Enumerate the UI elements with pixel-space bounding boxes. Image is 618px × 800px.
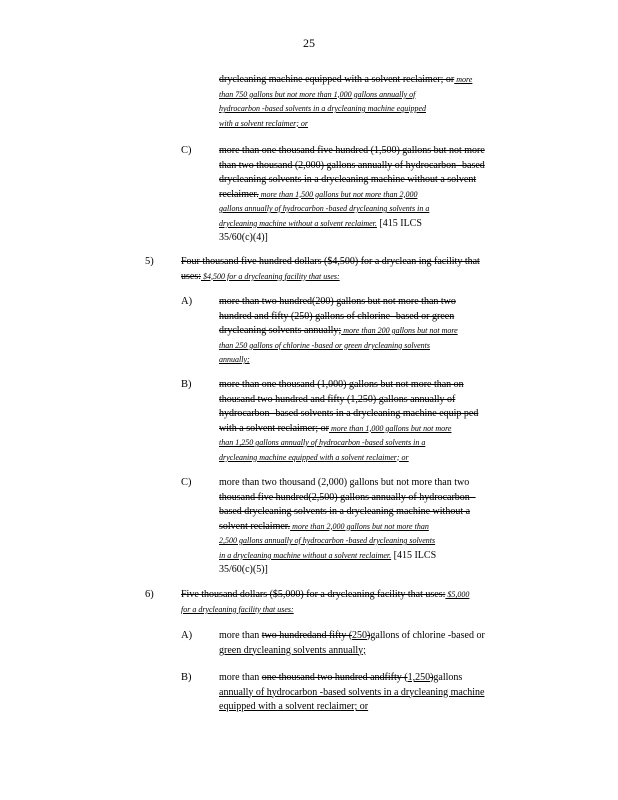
plain-text: 35/60(c)(5)]: [219, 564, 268, 575]
text-line: [219, 231, 531, 246]
paragraph-block: [219, 476, 531, 578]
text-line: [219, 393, 531, 408]
paragraph-block: [219, 378, 531, 465]
inserted-text: 250: [352, 630, 368, 641]
inserted-text: more than 1,000 gallons but not more: [328, 423, 452, 433]
deleted-text: thousand two hundred and fifty (1,250) gallons annually of: [219, 393, 456, 405]
text-line: [181, 588, 536, 603]
paragraph-block: [219, 144, 531, 246]
text-line: [219, 310, 531, 325]
deleted-text: with a solvent reclaimer; or: [219, 422, 329, 434]
item-label: A): [181, 296, 193, 307]
deleted-text: Four thousand five hundred dollars ($4,500) for a dryclean ing facility that: [181, 256, 480, 267]
deleted-text: drycleaning machine equipped with a solvent reclaimer; or: [219, 74, 455, 85]
deleted-text: hydrocarbon -based solvents in a drycleaning machine equip ped: [219, 408, 479, 419]
inserted-text: more than 200 gallons but not more: [341, 326, 458, 335]
deleted-text: more than one thousand (1,000) gallons but not more than on: [219, 379, 464, 390]
text-line: [219, 700, 531, 715]
text-line: [219, 534, 531, 549]
plain-text: [415 ILCS: [391, 549, 437, 561]
text-line: [219, 491, 531, 506]
inserted-text: drycleaning machine without a solvent reclaimer.: [219, 218, 377, 228]
text-line: [219, 520, 531, 535]
inserted-text: $5,000: [445, 590, 470, 599]
text-line: [219, 378, 531, 393]
text-line: [219, 671, 531, 686]
deleted-text: than two thousand (2,000) gallons annually of hydrocarbon -based: [219, 159, 485, 171]
deleted-text: reclaimer.: [219, 188, 259, 200]
text-line: [219, 476, 531, 491]
deleted-text: hundred and fifty (250) gallons of chlorine -based or green: [219, 310, 455, 322]
text-line: [219, 422, 531, 437]
item-label: B): [181, 672, 192, 683]
text-line: [219, 563, 531, 578]
inserted-text: than 1,250 gallons annually of hydrocarbon -based solvents in a: [219, 438, 426, 447]
text-line: [219, 324, 531, 339]
deleted-text: ): [367, 630, 371, 641]
inserted-text: for a drycleaning facility that uses:: [181, 604, 294, 614]
paragraph-block: [181, 588, 536, 617]
inserted-text: annually of hydrocarbon -based solvents in a drycleaning machine: [219, 686, 485, 698]
inserted-text: green drycleaning solvents annually;: [219, 644, 366, 656]
item-label: 6): [145, 589, 154, 600]
paragraph-block: [219, 73, 531, 131]
deleted-text: more than two hundred(200) gallons but not more than two: [219, 296, 456, 307]
plain-text: more than: [219, 630, 262, 641]
inserted-text: in a drycleaning machine without a solvent reclaimer.: [219, 550, 392, 560]
text-line: [219, 102, 531, 117]
text-line: [181, 255, 536, 270]
inserted-text: more: [454, 75, 473, 84]
text-line: [219, 436, 531, 451]
deleted-text: solvent reclaimer.: [219, 520, 291, 532]
deleted-text: one thousand two hundred andfifty (: [261, 672, 408, 683]
inserted-text: than 750 gallons but not more than 1,000 gallons annually of: [219, 89, 416, 99]
text-line: [219, 144, 531, 159]
plain-text: gallons: [433, 672, 463, 683]
inserted-text: more than 1,500 gallons but not more than 2,000: [258, 189, 418, 199]
inserted-text: $4,500 for a drycleaning facility that uses:: [201, 271, 340, 281]
inserted-text: hydrocarbon -based solvents in a drycleaning machine equipped: [219, 104, 426, 113]
item-label: C): [181, 477, 192, 488]
text-line: [219, 339, 531, 354]
inserted-text: annually;: [219, 355, 250, 364]
plain-text: 35/60(c)(4)]: [219, 232, 268, 243]
item-label: A): [181, 630, 193, 641]
text-line: [219, 629, 541, 644]
paragraph-block: [219, 671, 531, 715]
plain-text: more than: [219, 672, 262, 683]
text-line: [181, 603, 536, 618]
text-line: [181, 270, 536, 285]
deleted-text: thousand five hundred(2,500) gallons annually of hydrocarbon -: [219, 491, 476, 503]
inserted-text: drycleaning machine equipped with a solvent reclaimer; or: [219, 452, 409, 462]
deleted-text: uses:: [181, 270, 201, 282]
text-line: [219, 159, 531, 174]
text-line: [219, 505, 531, 520]
text-line: [219, 295, 531, 310]
plain-text: more than two thousand (2,000) gallons but not more than two: [219, 477, 470, 488]
inserted-text: 2,500 gallons annually of hydrocarbon -based drycleaning solvents: [219, 536, 436, 545]
inserted-text: equipped with a solvent reclaimer; or: [219, 701, 369, 712]
text-line: [219, 217, 531, 232]
item-label: C): [181, 145, 192, 156]
text-line: [219, 644, 541, 659]
text-line: [219, 407, 531, 422]
plain-text: gallons of chlorine -based or: [370, 630, 485, 641]
inserted-text: more than 2,000 gallons but not more than: [290, 521, 429, 531]
inserted-text: gallons annually of hydrocarbon -based drycleaning solvents in a: [219, 204, 430, 213]
inserted-text: than 250 gallons of chlorine -based or green drycleaning solvents: [219, 340, 431, 350]
inserted-text: 1,250: [407, 672, 431, 683]
deleted-text: more than one thousand five hundred (1,500) gallons but not more: [219, 145, 485, 156]
deleted-text: two hundredand fifty (: [261, 630, 353, 641]
paragraph-block: [219, 629, 541, 658]
deleted-text: based drycleaning solvents in a drycleaning machine without a: [219, 506, 471, 517]
text-line: [219, 73, 531, 88]
item-label: 5): [145, 256, 154, 267]
paragraph-block: [219, 295, 531, 368]
text-line: [219, 202, 531, 217]
text-line: [219, 173, 531, 188]
deleted-text: Five thousand dollars ($5,000) for a drycleaning facility that uses:: [181, 589, 446, 600]
inserted-text: with a solvent reclaimer; or: [219, 118, 309, 128]
text-line: [219, 117, 531, 132]
item-label: B): [181, 379, 192, 390]
text-line: [219, 88, 531, 103]
text-line: [219, 353, 531, 368]
text-line: [219, 686, 531, 701]
text-line: [219, 451, 531, 466]
deleted-text: ): [430, 672, 434, 683]
deleted-text: drycleaning solvents in a drycleaning machine without a solvent: [219, 174, 477, 185]
text-line: [219, 549, 531, 564]
paragraph-block: [181, 255, 536, 284]
deleted-text: drycleaning solvents annually;: [219, 325, 342, 336]
plain-text: [415 ILCS: [376, 217, 422, 229]
page-number: 25: [303, 36, 315, 50]
text-line: [219, 188, 531, 203]
